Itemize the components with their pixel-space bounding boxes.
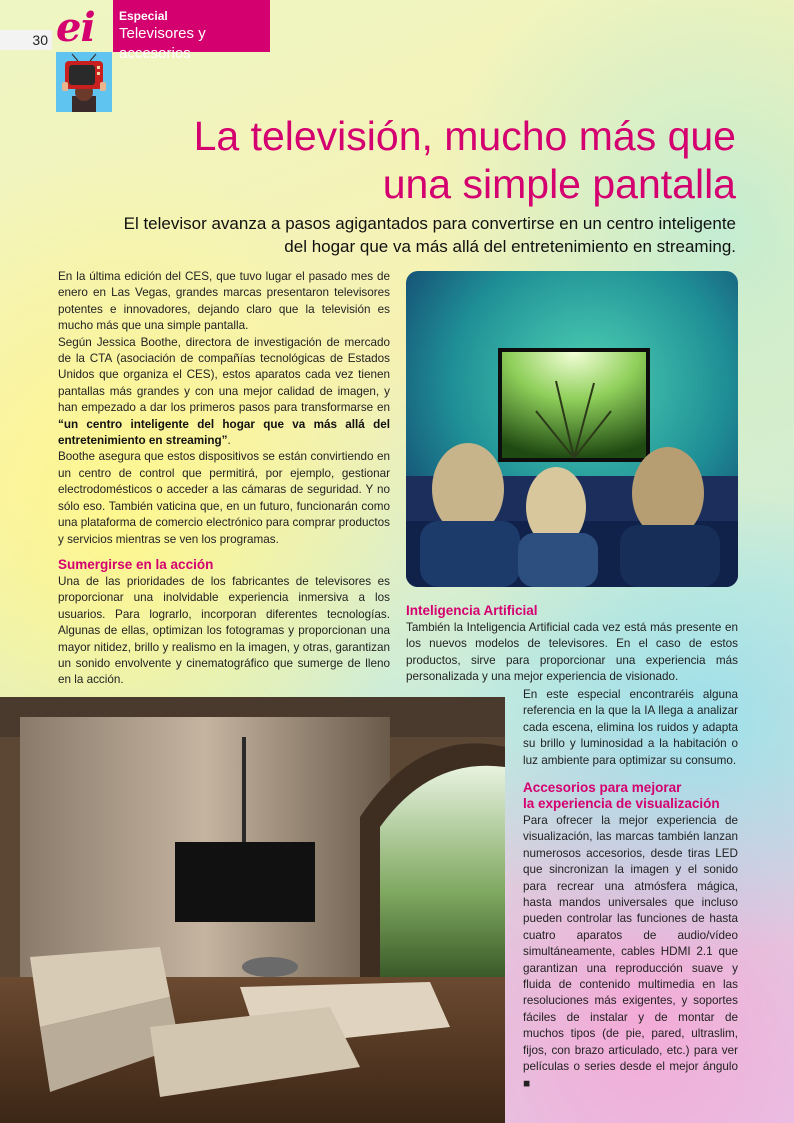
section2-text-2: En este especial encontraréis alguna referencia en la que la IA llega a analizar cada escena, elimina los ruidos y adapta su brillo y luminosidad a la habitación o luz ambiente para optimizar su consumo. — [523, 688, 738, 767]
section2-text: También la Inteligencia Artificial cada vez está más presente en los nuevos modelos de televisores. En el caso de estos productos, sirve para proporcionar una experiencia más personalizada y una mejor experiencia de visionado. — [406, 621, 738, 684]
intro-quote: “un centro inteligente del hogar que va más allá del entretenimiento en streaming” — [58, 417, 390, 448]
section3-heading-line-1: Accesorios para mejorar — [523, 780, 682, 795]
header-tv-image — [56, 52, 112, 112]
intro-paragraph-2-end: . — [227, 434, 231, 448]
category-label: Televisores y accesorios — [119, 25, 206, 62]
subtitle-line-1: El televisor avanza a pasos agigantados para convertirse en un centro inteligente — [123, 214, 736, 233]
article-title — [176, 112, 736, 208]
intro-paragraph-2 — [58, 335, 390, 450]
section3-text — [523, 813, 738, 1092]
intro-paragraph-3: Boothe asegura que estos dispositivos se están convirtiendo en un centro de control que permitirá, por ejemplo, gestionar electrodomésticos o acceder a las cámaras de seguridad. Y no sólo eso. También vaticina que, en un futuro, funcionarán como una plataforma de comercio electrónico para comprar productos y servicios mientras se ven los programas. — [58, 450, 390, 546]
title-line-1: La televisión, mucho más que — [193, 113, 736, 159]
section1-heading: Sumergirse en la acción — [58, 557, 214, 572]
section3-heading — [523, 780, 738, 812]
living-room-photo — [0, 697, 505, 1123]
magazine-logo: ei — [56, 4, 95, 51]
title-line-2: una simple pantalla — [382, 161, 736, 207]
section3-heading-line-2: la experiencia de visualización — [523, 796, 720, 811]
article-subtitle — [96, 212, 736, 258]
end-mark: ■ — [523, 1076, 531, 1090]
section-label: Especial — [119, 9, 168, 23]
family-tv-photo — [406, 271, 738, 587]
section3-body: Para ofrecer la mejor experiencia de visualización, las marcas también lanzan numerosos accesorios, desde tiras LED que sincronizan la imagen y el sonido para recrear una atmósfera mágica, hasta mandos universales que incluso pueden controlar las funciones de hasta cuatro aparatos de audio/vídeo simultáneamente, cables HDMI 2.1 que garantizan una reproducción suave y fluida de contenido multimedia en las resoluciones más exigentes, y soportes fáciles de instalar y de montar de muchos tipos (de pie, pared, ultraslim, fijos, con brazo articulado, etc.) para ver películas o series desde el mejor ángulo — [523, 814, 738, 1074]
intro-paragraph-2-text: Según Jessica Boothe, directora de investigación de mercado de la CTA (asociación de compañías tecnológicas de Estados Unidos que organiza el CES), estos aparatos cada vez tienen pantallas más grandes y con una mejor calidad de imagen, y han empezado a dar los primeros pasos para transformarse en — [58, 335, 390, 415]
section2-heading: Inteligencia Artificial — [406, 603, 538, 618]
intro-column — [58, 269, 390, 548]
intro-paragraph-1: En la última edición del CES, que tuvo lugar el pasado mes de enero en Las Vegas, grandes marcas presentaron televisores potentes e innovadores, dejando claro que la televisión es mucho más que una simple pantalla. — [58, 270, 390, 333]
section1-text: Una de las prioridades de los fabricantes de televisores es proporcionar una inolvidable experiencia inmersiva a los usuarios. Para lograrlo, incorporan diferentes tecnologías. Algunas de ellas, optimizan los fotogramas y proporcionan una mayor nitidez, brillo y realismo en la imagen, y otras, garantizan un sonido envolvente y cinematográfico que sumerge de lleno en la acción. — [58, 575, 390, 687]
section-header — [113, 0, 270, 62]
subtitle-line-2: del hogar que va más allá del entretenimiento en streaming. — [284, 237, 736, 256]
page-number: 30 — [0, 30, 52, 50]
